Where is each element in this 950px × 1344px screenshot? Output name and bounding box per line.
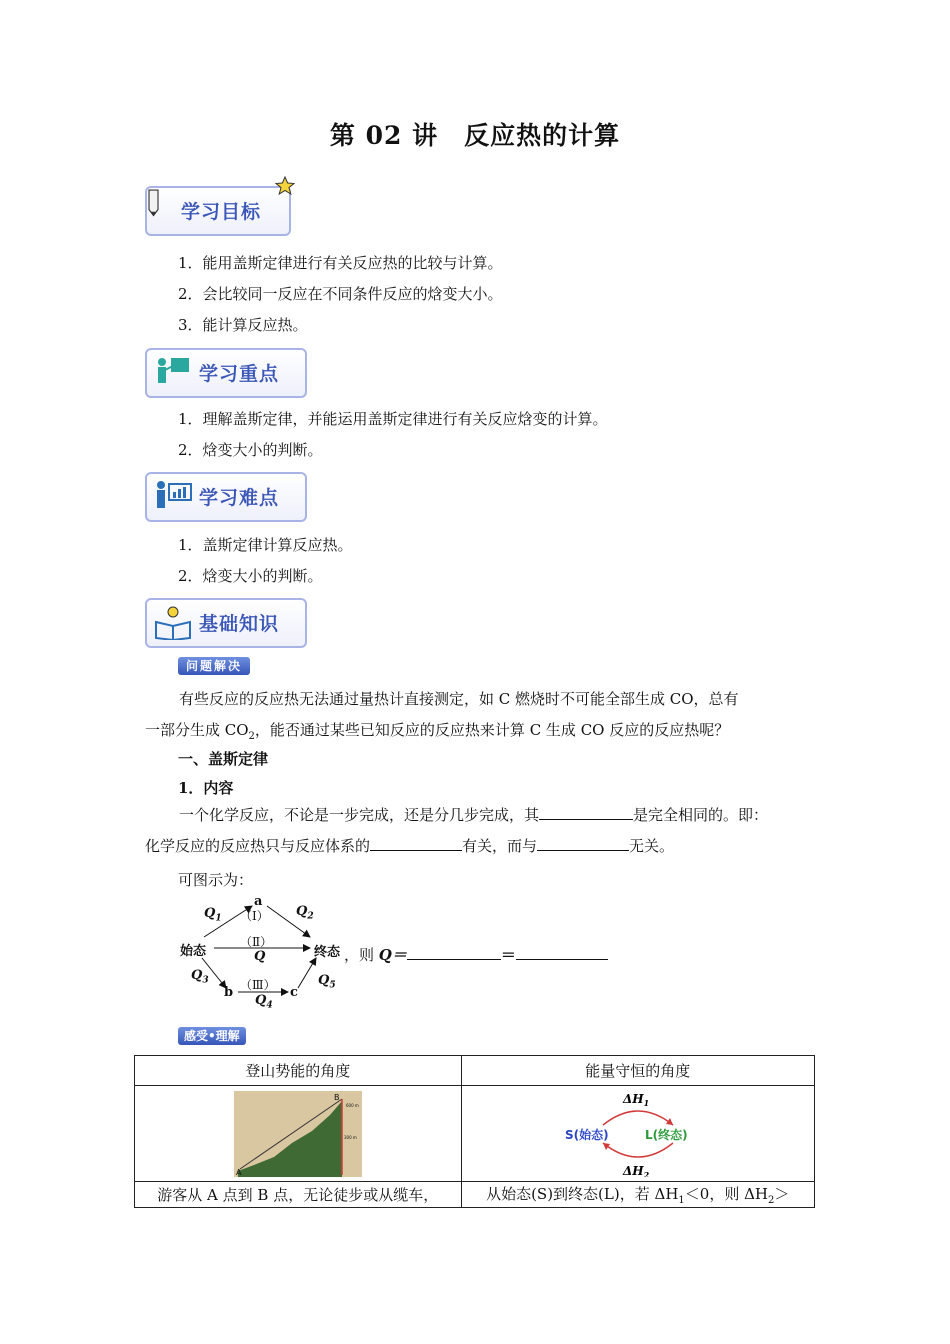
diagram-intro: 可图示为： [178, 871, 254, 889]
mountain-image [234, 1091, 362, 1177]
difficult-item: 1．盖斯定律计算反应热。 [178, 536, 353, 554]
start-state-s: S(始态) [564, 1127, 609, 1142]
point-b-label: B [333, 1092, 340, 1102]
energy-cycle-diagram [563, 1091, 713, 1177]
q5-label: $Q_5$ [318, 973, 336, 991]
point-a-label: A [235, 1167, 242, 1177]
understanding-tag: 感受•理解 [178, 1027, 246, 1045]
fill-blank[interactable] [407, 945, 501, 960]
q-label: Q [254, 949, 266, 964]
presenter-icon [153, 478, 193, 514]
content-paragraph [145, 800, 815, 862]
page-title: 第 02 讲 反应热的计算 [329, 121, 621, 150]
content-line-1: 一个化学反应，不论是一步完成，还是分几步完成，其 是完全相同的。即： [179, 806, 769, 824]
end-state-l: L(终态) [644, 1127, 688, 1142]
table-header-potential: 登山势能的角度 [135, 1056, 462, 1086]
book-lightbulb-icon [153, 604, 193, 640]
goal-item: 2．会比较同一反应在不同条件反应的焓变大小。 [178, 285, 503, 303]
key-item: 2．焓变大小的判断。 [178, 441, 323, 459]
fill-blank[interactable] [537, 836, 629, 851]
key-item: 1．理解盖斯定律，并能运用盖斯定律进行有关反应焓变的计算。 [178, 410, 608, 428]
q4-label: $Q_4$ [255, 993, 273, 1011]
dh2-arrow [603, 1143, 673, 1157]
route-3-label: （Ⅲ） [240, 978, 276, 992]
end-state-label: 终态 [314, 945, 341, 960]
hess-diagram [172, 892, 652, 1012]
dh1-arrow [603, 1111, 673, 1125]
teacher-board-icon [153, 354, 193, 390]
q2-label: $Q_2$ [296, 904, 314, 922]
q3-label: $Q_3$ [191, 968, 209, 986]
comparison-table [134, 1055, 815, 1208]
question-line-2: 一部分生成 $CO_2$，能否通过某些已知反应的反应热来计算 C 生成 CO 反应的反应热呢？ [145, 721, 730, 742]
difficult-badge-label: 学习难点 [199, 487, 280, 509]
dh1-label: $\Delta H_1$ [622, 1091, 649, 1108]
arrow-c-to-end [298, 958, 316, 988]
fill-blank[interactable] [516, 945, 608, 960]
height-label-300: 300 m [343, 1134, 357, 1140]
question-paragraph [145, 684, 815, 752]
row2-col2: 从始态(S)到终态(L)，若 $\Delta H_1<0$，则 $\Delta H_2>$ [461, 1182, 815, 1208]
fill-blank[interactable] [539, 805, 633, 820]
mountain-cell [135, 1086, 462, 1182]
goals-badge-label: 学习目标 [181, 201, 262, 223]
route-2-label: （Ⅱ） [240, 935, 273, 949]
difficult-item: 2．焓变大小的判断。 [178, 567, 323, 585]
dh2-label: $\Delta H_2$ [622, 1163, 649, 1177]
fill-blank[interactable] [370, 836, 462, 851]
subheading-content: 1．内容 [178, 779, 234, 797]
goals-badge [145, 186, 291, 236]
pencil-icon [143, 172, 173, 232]
basics-badge-label: 基础知识 [199, 613, 280, 635]
route-1-label: （Ⅰ） [240, 909, 269, 923]
key-badge [145, 348, 307, 398]
basics-badge [145, 598, 307, 648]
goal-item: 1．能用盖斯定律进行有关反应热的比较与计算。 [178, 254, 503, 272]
content-line-2: 化学反应的反应热只与反应体系的 有关，而与 无关。 [145, 837, 675, 855]
energy-cell [461, 1086, 815, 1182]
node-a-label: a [254, 894, 263, 909]
section-heading-hess: 一、盖斯定律 [178, 750, 269, 768]
q1-label: $Q_1$ [204, 906, 222, 924]
difficult-badge [145, 472, 307, 522]
height-label-600: 600 m [345, 1102, 359, 1108]
start-state-label: 始态 [180, 944, 207, 959]
node-c-label: c [290, 985, 298, 1000]
goal-item: 3．能计算反应热。 [178, 316, 308, 334]
problem-solving-tag: 问题解决 [178, 657, 250, 675]
star-icon [275, 176, 295, 196]
q-formula: ，则 Q＝ ＝ [344, 944, 608, 965]
row2-col1: 游客从 A 点到 B 点，无论徒步或从缆车， [135, 1182, 462, 1208]
table-header-energy: 能量守恒的角度 [461, 1056, 815, 1086]
node-b-label: b [224, 985, 234, 1000]
key-badge-label: 学习重点 [199, 363, 280, 385]
question-line-1: 有些反应的反应热无法通过量热计直接测定，如 C 燃烧时不可能全部生成 CO，总有 [179, 690, 739, 708]
